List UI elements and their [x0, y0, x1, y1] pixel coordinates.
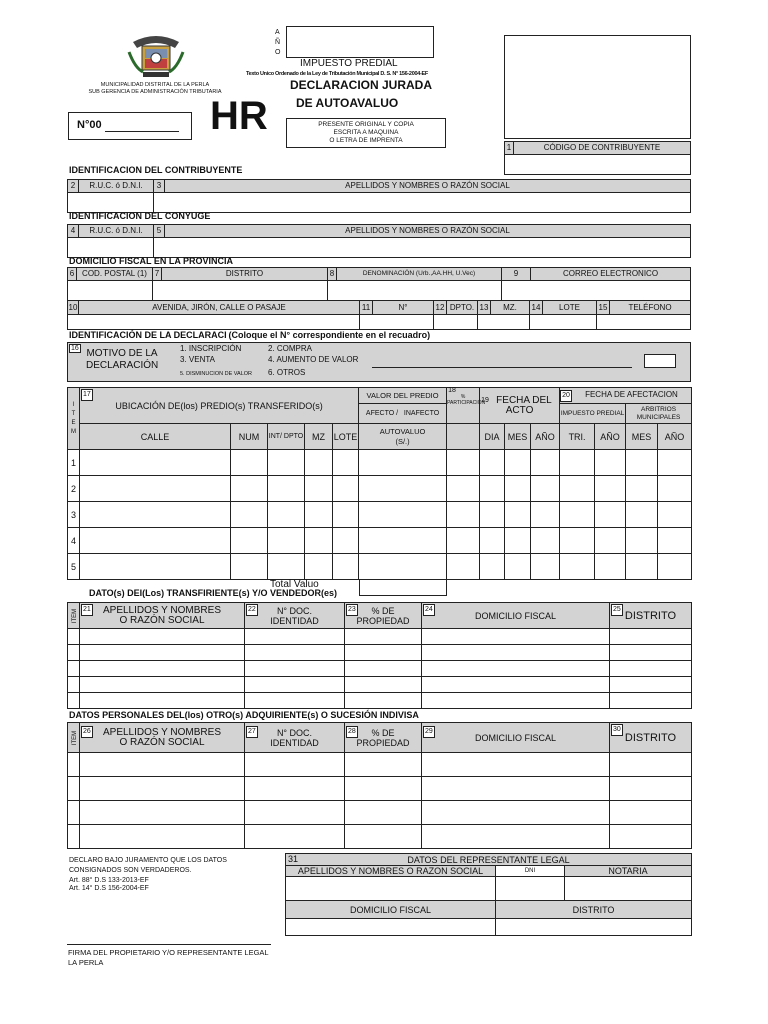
- presente-line-1: PRESENTE ORIGINAL Y COPIA: [318, 121, 414, 128]
- predio-row: [68, 554, 692, 580]
- predio-cell[interactable]: [447, 554, 480, 580]
- predio-cell[interactable]: [531, 476, 560, 502]
- transf-row-cell[interactable]: [610, 693, 692, 709]
- predio-cell[interactable]: [505, 528, 531, 554]
- transf-row-cell[interactable]: [345, 677, 422, 693]
- transf-row: [68, 661, 692, 677]
- predio-cell[interactable]: [231, 554, 268, 580]
- transf-row-cell[interactable]: [610, 661, 692, 677]
- adq-row-cell[interactable]: [422, 777, 610, 801]
- transf-row-cell[interactable]: [80, 677, 245, 693]
- predio-row: [68, 476, 692, 502]
- section-conyuge: IDENTIFICACION DEL CONYUGE: [69, 211, 211, 221]
- predio-cell[interactable]: [305, 476, 333, 502]
- predio-cell[interactable]: [80, 554, 231, 580]
- predio-cell[interactable]: [80, 502, 231, 528]
- domicilio-table-2: [67, 300, 691, 330]
- adq-row-cell[interactable]: [245, 753, 345, 777]
- transf-row-cell[interactable]: [245, 645, 345, 661]
- predio-cell[interactable]: [80, 528, 231, 554]
- contrib-num-3: 3: [154, 180, 165, 193]
- art-1: Art. 88° D.S 133-2013-EF: [69, 877, 149, 884]
- dom-denominacion-label: DENOMINACIÓN (Urb.,AA.HH, U.Vec): [337, 268, 502, 281]
- autovaluo-header: AUTOVALUO (S/.): [359, 424, 447, 450]
- declaracion-title: DECLARACION JURADA: [290, 78, 433, 92]
- afecto-header: AFECTO / INAFECTO: [359, 404, 447, 424]
- dom-correo-label: CORREO ELECTRONICO: [531, 268, 691, 281]
- contrib-ruc-input[interactable]: [68, 193, 154, 213]
- transf-domicilio-header: 24 DOMICILIO FISCAL: [422, 603, 610, 629]
- rep-apellidos-input[interactable]: [286, 877, 496, 901]
- transf-apellidos-header: 21 APELLIDOS Y NOMBRES O RAZÓN SOCIAL: [80, 603, 245, 629]
- adq-row-cell[interactable]: [80, 753, 245, 777]
- predio-cell[interactable]: [531, 528, 560, 554]
- dom-lote-label: LOTE: [543, 301, 597, 315]
- conyuge-ruc-label: R.U.C. ó D.N.I.: [79, 225, 154, 238]
- motivo-box: [67, 342, 691, 382]
- predio-cell[interactable]: [359, 528, 447, 554]
- dia-header: DIA: [480, 424, 505, 450]
- predio-cell[interactable]: [231, 450, 268, 476]
- predio-cell[interactable]: [447, 528, 480, 554]
- conyuge-num-5: 5: [154, 225, 165, 238]
- transf-row-cell[interactable]: [422, 629, 610, 645]
- predio-cell[interactable]: [80, 450, 231, 476]
- adq-row: [68, 801, 692, 825]
- dom-num-8: 8: [328, 268, 337, 281]
- predio-row-number: 5: [68, 554, 80, 580]
- predio-cell[interactable]: [626, 554, 658, 580]
- transf-row-cell[interactable]: [80, 645, 245, 661]
- ano-letter-a: A: [275, 29, 280, 36]
- transf-row: [68, 645, 692, 661]
- contrib-ruc-label: R.U.C. ó D.N.I.: [79, 180, 154, 193]
- predio-cell[interactable]: [231, 502, 268, 528]
- dom-cod-postal-label: COD. POSTAL (1): [77, 268, 153, 281]
- predio-cell[interactable]: [560, 554, 595, 580]
- motivo-opt-6: 6. OTROS: [268, 368, 306, 377]
- municipality-name: MUNICIPALIDAD DISTRITAL DE LA PERLA: [100, 82, 210, 88]
- predio-cell[interactable]: [359, 502, 447, 528]
- section-adquiriente: DATOS PERSONALES DEL(los) OTRO(s) ADQUIRIENTE(s) O SUCESIÓN INDIVISA: [69, 710, 419, 720]
- dom-numero-input[interactable]: [360, 315, 434, 330]
- predio-cell[interactable]: [531, 554, 560, 580]
- numero-line: [105, 131, 179, 132]
- dom-telefono-input[interactable]: [597, 315, 691, 330]
- fecha-afectacion-header: 20 FECHA DE AFECTACION: [560, 388, 692, 404]
- dom-denominacion-input[interactable]: [328, 281, 502, 301]
- motivo-opt-2: 2. COMPRA: [268, 344, 313, 353]
- predio-cell[interactable]: [505, 554, 531, 580]
- transf-row: [68, 629, 692, 645]
- predio-cell[interactable]: [560, 528, 595, 554]
- contribuyente-table: [67, 179, 691, 213]
- transf-row-cell[interactable]: [610, 645, 692, 661]
- adq-row-cell[interactable]: [245, 825, 345, 849]
- transf-doc-header: 22 N° DOC. IDENTIDAD: [245, 603, 345, 629]
- sub-gerencia: SUB GERENCIA DE ADMINISTRACIÓN TRIBUTARIA: [88, 89, 222, 95]
- motivo-label-2: DECLARACIÓN: [86, 360, 159, 371]
- predio-cell[interactable]: [80, 476, 231, 502]
- ano3-header: AÑO: [658, 424, 692, 450]
- predio-cell[interactable]: [480, 476, 505, 502]
- participacion-header: 18 % PARTICIPACIÓN: [447, 388, 480, 424]
- predio-cell[interactable]: [658, 528, 692, 554]
- section-contribuyente: IDENTIFICACION DEL CONTRIBUYENTE: [69, 165, 243, 175]
- transf-row-cell[interactable]: [345, 693, 422, 709]
- adq-row-cell[interactable]: [610, 753, 692, 777]
- dom-avenida-input[interactable]: [68, 315, 360, 330]
- rep-domicilio-input[interactable]: [286, 919, 496, 936]
- transf-row: [68, 693, 692, 709]
- motivo-opt-3: 3. VENTA: [180, 355, 215, 364]
- rep-notaria-label: NOTARIA: [565, 866, 692, 877]
- predio-cell[interactable]: [595, 502, 626, 528]
- mes2-header: MES: [626, 424, 658, 450]
- dom-correo-input[interactable]: [502, 281, 691, 301]
- predio-row-number: 1: [68, 450, 80, 476]
- transf-row-cell[interactable]: [345, 661, 422, 677]
- transf-row-cell[interactable]: [245, 677, 345, 693]
- transf-row-cell[interactable]: [345, 629, 422, 645]
- dom-cod-postal-input[interactable]: [68, 281, 153, 301]
- transf-row-cell[interactable]: [422, 693, 610, 709]
- predio-cell[interactable]: [560, 450, 595, 476]
- predio-cell[interactable]: [359, 450, 447, 476]
- adq-propiedad-header: 28 % DE PROPIEDAD: [345, 723, 422, 753]
- predio-cell[interactable]: [447, 502, 480, 528]
- adq-row-cell[interactable]: [422, 801, 610, 825]
- transf-row-cell[interactable]: [80, 629, 245, 645]
- adq-row-cell[interactable]: [345, 801, 422, 825]
- predio-row: [68, 502, 692, 528]
- year-input-box[interactable]: [286, 26, 434, 58]
- tri-header: TRI.: [560, 424, 595, 450]
- transf-row-cell: [68, 693, 80, 709]
- dom-mz-label: MZ.: [491, 301, 530, 315]
- adq-apellidos-header: 26 APELLIDOS Y NOMBRES O RAZÓN SOCIAL: [80, 723, 245, 753]
- adq-row-cell[interactable]: [422, 753, 610, 777]
- valor-header: VALOR DEL PREDIO: [359, 388, 447, 404]
- predio-row-number: 4: [68, 528, 80, 554]
- transf-row-cell[interactable]: [422, 677, 610, 693]
- codigo-num: 1: [505, 142, 514, 155]
- adq-row-cell: [68, 801, 80, 825]
- predio-cell[interactable]: [333, 476, 359, 502]
- dom-dpto-label: DPTO.: [447, 301, 478, 315]
- predio-cell[interactable]: [595, 554, 626, 580]
- contrib-apellidos-input[interactable]: [154, 193, 691, 213]
- calle-header: CALLE: [80, 424, 231, 450]
- motivo-label-1: MOTIVO DE LA: [86, 348, 158, 359]
- predio-cell[interactable]: [333, 554, 359, 580]
- transf-row-cell: [68, 645, 80, 661]
- item-header: I T E M: [68, 388, 80, 450]
- transf-row-cell: [68, 629, 80, 645]
- adq-row-cell[interactable]: [610, 801, 692, 825]
- predio-cell[interactable]: [268, 554, 305, 580]
- adq-row-cell[interactable]: [345, 777, 422, 801]
- mes-header: MES: [505, 424, 531, 450]
- representante-table: [285, 853, 692, 936]
- stamp-box: [504, 35, 691, 139]
- presente-line-2: ESCRITA A MAQUINA: [333, 129, 399, 136]
- adq-row: [68, 777, 692, 801]
- dom-telefono-label: TELÉFONO: [610, 301, 691, 315]
- adq-row-cell: [68, 777, 80, 801]
- predio-cell[interactable]: [447, 450, 480, 476]
- numero-label: N°00: [77, 119, 102, 131]
- predio-cell[interactable]: [480, 554, 505, 580]
- art-2: Art. 14° D.S 156-2004-EF: [69, 885, 149, 892]
- firma-label-2: LA PERLA: [68, 958, 104, 967]
- conyuge-ruc-input[interactable]: [68, 238, 154, 258]
- section-domicilio: DOMICILIO FISCAL EN LA PROVINCIA: [69, 256, 234, 266]
- transf-propiedad-header: 23 % DE PROPIEDAD: [345, 603, 422, 629]
- dom-num-6: 6: [68, 268, 77, 281]
- participacion-blank: [447, 424, 480, 450]
- dom-num-15: 15: [597, 301, 610, 315]
- predio-cell[interactable]: [480, 528, 505, 554]
- predio-cell[interactable]: [626, 450, 658, 476]
- adq-row-cell[interactable]: [345, 753, 422, 777]
- ano-letter-o: O: [275, 49, 281, 56]
- transf-row-cell[interactable]: [245, 629, 345, 645]
- transf-item-header: ITEM: [68, 603, 80, 629]
- dom-num-12: 12: [434, 301, 447, 315]
- presente-line-3: O LETRA DE IMPRENTA: [329, 137, 403, 144]
- fecha-acto-header: 19 FECHA DEL ACTO: [480, 388, 560, 424]
- transf-row-cell[interactable]: [80, 661, 245, 677]
- transf-row-cell[interactable]: [422, 645, 610, 661]
- ubicacion-header: 17 UBICACIÓN DE(los) PREDIO(s) TRANSFERIDO(s): [80, 388, 359, 424]
- predio-cell[interactable]: [268, 528, 305, 554]
- arbitrios-header: ARBITRIOS MUNICIPALES: [626, 404, 692, 424]
- adq-row: [68, 753, 692, 777]
- predio-cell[interactable]: [595, 528, 626, 554]
- codigo-input[interactable]: [505, 155, 691, 175]
- adq-row-cell[interactable]: [345, 825, 422, 849]
- adq-row-cell[interactable]: [80, 801, 245, 825]
- transf-row-cell[interactable]: [610, 677, 692, 693]
- motivo-opt-5: 5. DISMINUCION DE VALOR: [180, 371, 253, 377]
- dom-distrito-label: DISTRITO: [162, 268, 328, 281]
- total-valuo-input[interactable]: [359, 579, 447, 596]
- predio-cell[interactable]: [658, 554, 692, 580]
- predio-cell[interactable]: [560, 502, 595, 528]
- predio-row: [68, 450, 692, 476]
- transf-row-cell[interactable]: [345, 645, 422, 661]
- predio-row: [68, 528, 692, 554]
- dom-numero-label: N°: [373, 301, 434, 315]
- dom-num-11: 11: [360, 301, 373, 315]
- codigo-contribuyente-table: [504, 141, 691, 175]
- impuesto-predial-header: IMPUESTO PREDIAL: [560, 404, 626, 424]
- dom-num-7: 7: [153, 268, 162, 281]
- dom-num-14: 14: [530, 301, 543, 315]
- rep-dni-label: DNI: [496, 866, 565, 877]
- predio-cell[interactable]: [305, 502, 333, 528]
- predio-cell[interactable]: [480, 450, 505, 476]
- transf-row: [68, 677, 692, 693]
- section-transfiriente: DATO(s) DEl(Los) TRANSFIRIENTE(s) Y/O VENDEDOR(es): [89, 588, 338, 598]
- transfiriente-table: [67, 602, 692, 709]
- signature-line[interactable]: [67, 944, 271, 945]
- predio-cell[interactable]: [626, 502, 658, 528]
- representante-header: 31 DATOS DEL REPRESENTANTE LEGAL: [286, 854, 692, 866]
- adq-row-cell[interactable]: [610, 777, 692, 801]
- domicilio-table-1: [67, 267, 691, 301]
- predio-cell[interactable]: [531, 502, 560, 528]
- predio-cell[interactable]: [658, 476, 692, 502]
- predio-cell[interactable]: [658, 502, 692, 528]
- adq-row-cell[interactable]: [610, 825, 692, 849]
- predio-cell[interactable]: [560, 476, 595, 502]
- predio-cell[interactable]: [626, 476, 658, 502]
- dom-distrito-input[interactable]: [153, 281, 328, 301]
- numero-box[interactable]: [68, 112, 192, 140]
- num-header: NUM: [231, 424, 268, 450]
- motivo-num: 16: [71, 345, 79, 352]
- conyuge-table: [67, 224, 691, 258]
- dom-mz-input[interactable]: [478, 315, 530, 330]
- dom-avenida-label: AVENIDA, JIRÓN, CALLE O PASAJE: [79, 301, 360, 315]
- transf-row-cell[interactable]: [422, 661, 610, 677]
- conyuge-apellidos-input[interactable]: [154, 238, 691, 258]
- predio-row-number: 3: [68, 502, 80, 528]
- transf-row-cell[interactable]: [245, 693, 345, 709]
- motivo-opt-1: 1. INSCRIPCIÓN: [180, 344, 242, 353]
- predio-cell[interactable]: [268, 450, 305, 476]
- predio-cell[interactable]: [505, 502, 531, 528]
- codigo-label: CÓDIGO DE CONTRIBUYENTE: [514, 142, 691, 155]
- predio-cell[interactable]: [480, 502, 505, 528]
- ano-header: AÑO: [531, 424, 560, 450]
- section-declaracion: IDENTIFICACIÓN DE LA DECLARACI (Coloque el N° correspondiente en el recuadro): [69, 330, 431, 340]
- mz-header: MZ: [305, 424, 333, 450]
- adq-row: [68, 825, 692, 849]
- predio-cell[interactable]: [333, 450, 359, 476]
- predio-cell[interactable]: [447, 476, 480, 502]
- predio-row-number: 2: [68, 476, 80, 502]
- conyuge-apellidos-label: APELLIDOS Y NOMBRES O RAZÓN SOCIAL: [165, 225, 691, 238]
- adq-distrito-header: 30 DISTRITO: [610, 723, 692, 753]
- adq-row-cell[interactable]: [80, 777, 245, 801]
- predio-cell[interactable]: [305, 450, 333, 476]
- conyuge-num-4: 4: [68, 225, 79, 238]
- predio-cell[interactable]: [595, 450, 626, 476]
- transf-row-cell: [68, 661, 80, 677]
- predio-cell[interactable]: [531, 450, 560, 476]
- dom-lote-input[interactable]: [530, 315, 597, 330]
- adq-row-cell[interactable]: [80, 825, 245, 849]
- ano2-header: AÑO: [595, 424, 626, 450]
- predio-cell[interactable]: [626, 528, 658, 554]
- firma-label-1: FIRMA DEL PROPIETARIO Y/O REPRESENTANTE LEGAL: [68, 948, 269, 957]
- predio-cell[interactable]: [333, 502, 359, 528]
- adq-row-cell: [68, 825, 80, 849]
- hr-title: HR: [210, 94, 268, 138]
- predio-cell[interactable]: [359, 476, 447, 502]
- predio-cell[interactable]: [333, 528, 359, 554]
- autoavaluo-title: DE AUTOAVALUO: [296, 96, 399, 110]
- predio-cell[interactable]: [305, 528, 333, 554]
- transf-distrito-header: 25 DISTRITO: [610, 603, 692, 629]
- dom-num-10: 10: [68, 301, 79, 315]
- motivo-line: [372, 367, 632, 368]
- dom-dpto-input[interactable]: [434, 315, 478, 330]
- predio-cell[interactable]: [268, 476, 305, 502]
- rep-apellidos-label: APELLIDOS Y NOMBRES O RAZON SOCIAL: [286, 866, 496, 877]
- presente-box: [286, 118, 446, 148]
- predio-cell[interactable]: [505, 476, 531, 502]
- contrib-apellidos-label: APELLIDOS Y NOMBRES O RAZÓN SOCIAL: [165, 180, 691, 193]
- adquiriente-table: [67, 722, 692, 849]
- predio-cell[interactable]: [231, 476, 268, 502]
- declaro-line-1: DECLARO BAJO JURAMENTO QUE LOS DATOS: [69, 857, 227, 864]
- logo-text: LA PERLA: [140, 30, 175, 37]
- transf-row-cell[interactable]: [245, 661, 345, 677]
- ley-text: Texto Unico Ordenado de la Ley de Tributación Municipal D. S. N° 156-2004-EF: [246, 71, 428, 77]
- dom-num-13: 13: [478, 301, 491, 315]
- rep-notaria-input[interactable]: [565, 877, 692, 901]
- predio-cell[interactable]: [658, 450, 692, 476]
- declaro-line-2: CONSIGNADOS SON VERDADEROS.: [69, 867, 192, 874]
- adq-domicilio-header: 29 DOMICILIO FISCAL: [422, 723, 610, 753]
- adq-row-cell[interactable]: [245, 801, 345, 825]
- motivo-opt-4: 4. AUMENTO DE VALOR: [268, 355, 359, 364]
- adq-row-cell[interactable]: [422, 825, 610, 849]
- adq-row-cell: [68, 753, 80, 777]
- impuesto-title: IMPUESTO PREDIAL: [300, 58, 398, 69]
- predio-cell[interactable]: [305, 554, 333, 580]
- dom-num-9: 9: [502, 268, 531, 281]
- total-valuo-label: Total Valuo: [270, 579, 319, 590]
- predio-cell[interactable]: [359, 554, 447, 580]
- motivo-input[interactable]: [644, 354, 676, 368]
- rep-distrito-input[interactable]: [496, 919, 692, 936]
- contrib-num-2: 2: [68, 180, 79, 193]
- int-dpto-header: INT/ DPTO: [268, 424, 305, 450]
- lote-header: LOTE: [333, 424, 359, 450]
- transf-row-cell[interactable]: [80, 693, 245, 709]
- predios-table: [67, 387, 692, 580]
- adq-item-header: ITEM: [68, 723, 80, 753]
- transf-row-cell: [68, 677, 80, 693]
- adq-doc-header: 27 N° DOC. IDENTIDAD: [245, 723, 345, 753]
- rep-domicilio-label: DOMICILIO FISCAL: [286, 901, 496, 919]
- transf-row-cell[interactable]: [610, 629, 692, 645]
- ano-letter-n: Ñ: [275, 39, 281, 46]
- rep-distrito-label: DISTRITO: [496, 901, 692, 919]
- predio-cell[interactable]: [268, 502, 305, 528]
- predio-cell[interactable]: [231, 528, 268, 554]
- adq-row-cell[interactable]: [245, 777, 345, 801]
- predio-cell[interactable]: [595, 476, 626, 502]
- rep-dni-input[interactable]: [496, 877, 565, 901]
- predio-cell[interactable]: [505, 450, 531, 476]
